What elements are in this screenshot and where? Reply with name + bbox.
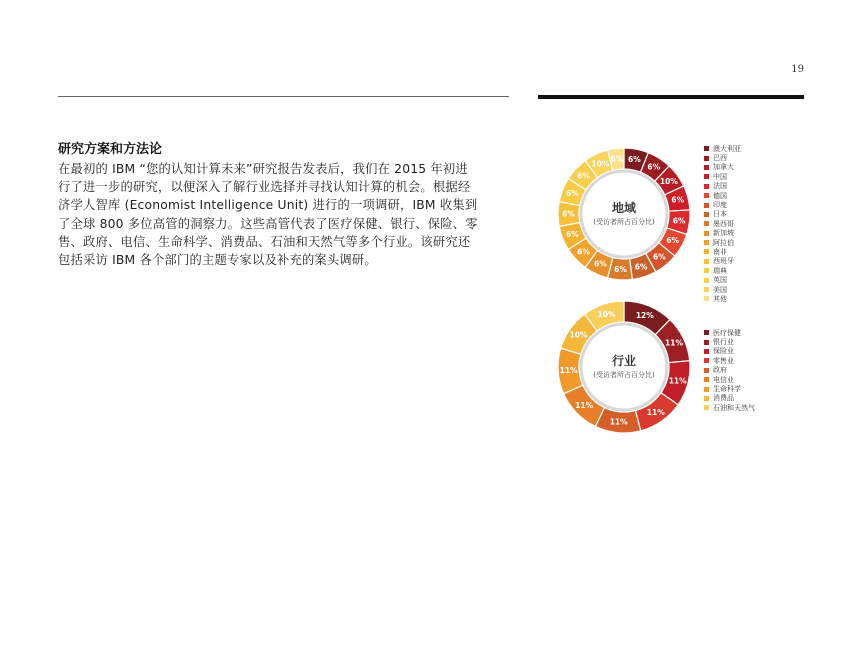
legend-swatch — [704, 174, 709, 179]
slice-value-label: 6% — [666, 236, 680, 246]
slice-value-label: 6% — [628, 154, 641, 164]
legend-label: 南非 — [713, 248, 727, 256]
legend-item — [704, 191, 741, 200]
chart-title: 地域 — [611, 201, 637, 215]
slice-value-label: 6% — [577, 171, 590, 181]
legend-swatch — [704, 156, 709, 161]
legend-item — [704, 337, 755, 346]
slice-value-label: 11% — [609, 417, 628, 427]
slice-value-label: 6% — [594, 259, 607, 269]
slice-value-label: 11% — [575, 401, 594, 411]
paragraph-line: 了全球 800 多位高管的洞察力。这些高管代表了医疗保健、银行、保险、零 — [58, 216, 478, 231]
legend-label: 银行业 — [713, 338, 734, 347]
legend-swatch — [704, 203, 709, 208]
legend-label: 墨西哥 — [713, 219, 734, 228]
legend-swatch — [704, 231, 709, 236]
legend-item — [704, 366, 755, 375]
legend-label: 消费品 — [713, 394, 734, 403]
legend-label: 日本 — [713, 210, 727, 219]
legend-item — [704, 328, 755, 337]
slice-value-label: 11% — [559, 366, 578, 376]
paragraph-line: 行了进一步的研究，以便深入了解行业选择并寻找认知计算的机会。根据经 — [58, 180, 471, 195]
paragraph-line: 济学人智库 (Economist Intelligence Unit) 进行的一项调研，IBM 收集到 — [58, 198, 478, 213]
legend-label: 澳大利亚 — [713, 144, 741, 153]
legend-item — [704, 229, 741, 238]
legend-item — [704, 356, 755, 365]
legend-item — [704, 275, 741, 284]
legend-label: 英国 — [713, 276, 727, 285]
legend-swatch — [704, 296, 709, 301]
slice-value-label: 6% — [634, 262, 648, 272]
paragraph-line: 包括采访 IBM 各个部门的主题专家以及补充的案头调研。 — [58, 253, 377, 268]
legend-item — [704, 266, 741, 275]
slice-value-label: 6% — [653, 252, 666, 262]
legend-item — [704, 219, 741, 228]
chart-subtitle: (受访者所占百分比) — [593, 371, 655, 379]
legend-item — [704, 347, 755, 356]
legend-swatch — [704, 165, 709, 170]
legend-swatch — [704, 349, 709, 354]
legend-item — [704, 247, 741, 256]
legend-label: 德国 — [713, 191, 727, 200]
section-heading: 研究方案和方法论 — [58, 142, 163, 157]
slice-value-label: 10% — [569, 330, 588, 340]
legend-swatch — [704, 368, 709, 373]
legend-item — [704, 394, 755, 403]
legend-label: 电信业 — [713, 375, 734, 384]
legend-label: 政府 — [713, 366, 727, 375]
legend-item — [704, 153, 741, 162]
legend-swatch — [704, 358, 709, 363]
slice-value-label: 12% — [635, 311, 654, 321]
legend-item — [704, 182, 741, 191]
slice-value-label: 6% — [672, 216, 686, 226]
legend-swatch — [704, 193, 709, 198]
slice-value-label: 6% — [566, 189, 579, 199]
legend-label: 西班牙 — [713, 257, 734, 266]
legend-swatch — [704, 146, 709, 151]
legend-item — [704, 163, 741, 172]
legend-swatch — [704, 377, 709, 382]
legend-swatch — [704, 259, 709, 264]
legend-item — [704, 210, 741, 219]
legend-swatch — [704, 330, 709, 335]
legend-label: 加拿大 — [713, 163, 734, 172]
body-paragraph — [58, 160, 510, 269]
slice-value-label: 6% — [610, 154, 624, 164]
industry-donut-chart — [554, 297, 694, 437]
legend-swatch — [704, 287, 709, 292]
legend-item — [704, 384, 755, 393]
legend-label: 印度 — [713, 201, 727, 210]
legend-swatch — [704, 278, 709, 283]
industry-legend — [704, 328, 755, 413]
legend-label: 美国 — [713, 285, 727, 294]
sidebar-divider — [538, 95, 804, 99]
legend-label: 石油和天然气 — [713, 403, 755, 412]
legend-label: 新加坡 — [713, 229, 734, 238]
legend-swatch — [704, 212, 709, 217]
slice-value-label: 6% — [671, 195, 685, 205]
legend-swatch — [704, 240, 709, 245]
legend-label: 零售业 — [713, 356, 734, 365]
legend-item — [704, 144, 741, 153]
legend-item — [704, 375, 755, 384]
slice-value-label: 11% — [646, 408, 665, 418]
section-divider — [58, 96, 509, 97]
legend-item — [704, 294, 741, 303]
chart-title: 行业 — [611, 354, 637, 368]
legend-label: 中国 — [713, 172, 727, 181]
chart-subtitle: (受访者所占百分比) — [593, 218, 655, 226]
slice-value-label: 11% — [665, 338, 683, 348]
legend-swatch — [704, 387, 709, 392]
legend-label: 其他 — [713, 294, 727, 303]
legend-label: 阿拉伯 — [713, 238, 734, 247]
legend-item — [704, 200, 741, 209]
legend-item — [704, 403, 755, 412]
slice-value-label: 10% — [597, 309, 616, 319]
page-number: 19 — [791, 64, 804, 75]
legend-label: 生命科学 — [713, 385, 741, 394]
slice-value-label: 6% — [647, 162, 661, 172]
region-legend — [704, 144, 741, 304]
slice-value-label: 6% — [562, 209, 575, 219]
region-donut-chart — [554, 144, 694, 284]
slice-value-label: 6% — [577, 247, 590, 257]
legend-swatch — [704, 249, 709, 254]
legend-swatch — [704, 340, 709, 345]
legend-item — [704, 257, 741, 266]
legend-swatch — [704, 268, 709, 273]
slice-value-label: 6% — [614, 264, 627, 274]
legend-label: 法国 — [713, 182, 727, 191]
legend-item — [704, 238, 741, 247]
slice-value-label: 10% — [591, 159, 610, 169]
legend-label: 瑞典 — [713, 266, 727, 275]
slice-value-label: 10% — [659, 176, 678, 186]
slice-value-label: 11% — [668, 376, 687, 386]
legend-swatch — [704, 396, 709, 401]
legend-swatch — [704, 184, 709, 189]
legend-swatch — [704, 405, 709, 410]
legend-label: 巴西 — [713, 154, 727, 163]
paragraph-line: 在最初的 IBM “您的认知计算未来”研究报告发表后，我们在 2015 年初进 — [58, 162, 468, 176]
legend-item — [704, 285, 741, 294]
slice-value-label: 6% — [566, 229, 579, 239]
legend-label: 医疗保健 — [713, 328, 741, 337]
legend-label: 保险业 — [713, 347, 734, 356]
legend-swatch — [704, 221, 709, 226]
paragraph-line: 售、政府、电信、生命科学、消费品、石油和天然气等多个行业。该研究还 — [58, 234, 471, 249]
legend-item — [704, 172, 741, 181]
